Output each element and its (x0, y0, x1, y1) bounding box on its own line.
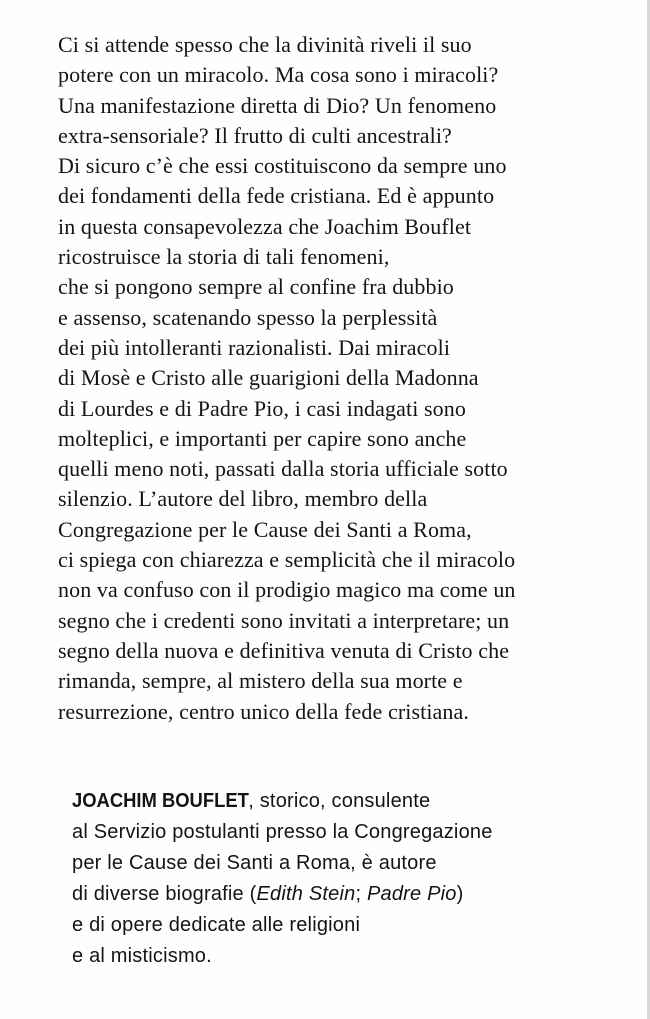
blurb-line: silenzio. L’autore del libro, membro della (58, 486, 428, 512)
bio-line: per le Cause dei Santi a Roma, è autore (72, 852, 437, 874)
blurb-line: Congregazione per le Cause dei Santi a Roma, (58, 516, 472, 542)
blurb-line: potere con un miracolo. Ma cosa sono i miracoli? (58, 62, 499, 88)
book-title-edith-stein: Edith Stein (256, 883, 356, 905)
blurb-line: segno che i credenti sono invitati a interpretare; un (58, 607, 510, 633)
bio-line (72, 786, 612, 817)
blurb-line: e assenso, scatenando spesso la perplessità (58, 304, 438, 330)
blurb-line: dei fondamenti della fede cristiana. Ed è appunto (58, 183, 495, 209)
bio-line: al Servizio postulanti presso la Congregazione (72, 821, 493, 843)
blurb-line: Di sicuro c’è che essi costituiscono da sempre uno (58, 153, 507, 179)
blurb-line: extra-sensoriale? Il frutto di culti ancestrali? (58, 122, 452, 148)
blurb-line: segno della nuova e definitiva venuta di Cristo che (58, 637, 510, 663)
blurb-line: rimanda, sempre, al mistero della sua morte e (58, 668, 463, 694)
author-name: JOACHIM BOUFLET (72, 790, 249, 812)
book-title-padre-pio: Padre Pio (366, 883, 457, 905)
bio-line: e al misticismo. (72, 945, 212, 967)
blurb-line: resurrezione, centro unico della fede cristiana. (58, 698, 469, 724)
bio-line (72, 879, 612, 910)
blurb-line: che si pongono sempre al confine fra dubbio (58, 274, 454, 300)
book-blurb (58, 30, 618, 727)
blurb-line: ci spiega con chiarezza e semplicità che il miracolo (58, 547, 516, 573)
bio-line: e di opere dedicate alle religioni (72, 914, 361, 936)
blurb-line: dei più intolleranti razionalisti. Dai miracoli (58, 334, 451, 360)
blurb-line: Una manifestazione diretta di Dio? Un fenomeno (58, 92, 497, 118)
blurb-line: Ci si attende spesso che la divinità riveli il suo (58, 32, 472, 57)
bio-text: ; (355, 883, 367, 905)
author-bio (72, 786, 612, 972)
blurb-line: di Mosè e Cristo alle guarigioni della Madonna (58, 365, 479, 391)
bio-text: , storico, consulente (248, 790, 431, 812)
blurb-line: ricostruisce la storia di tali fenomeni, (58, 244, 390, 270)
blurb-line: molteplici, e importanti per capire sono anche (58, 425, 467, 451)
bio-text: ) (456, 883, 464, 905)
blurb-line: in questa consapevolezza che Joachim Bouflet (58, 213, 472, 239)
blurb-line: di Lourdes e di Padre Pio, i casi indagati sono (58, 395, 466, 421)
blurb-line: quelli meno noti, passati dalla storia ufficiale sotto (58, 456, 508, 482)
blurb-line: non va confuso con il prodigio magico ma come un (58, 577, 516, 603)
bio-text: di diverse biografie ( (72, 883, 257, 905)
